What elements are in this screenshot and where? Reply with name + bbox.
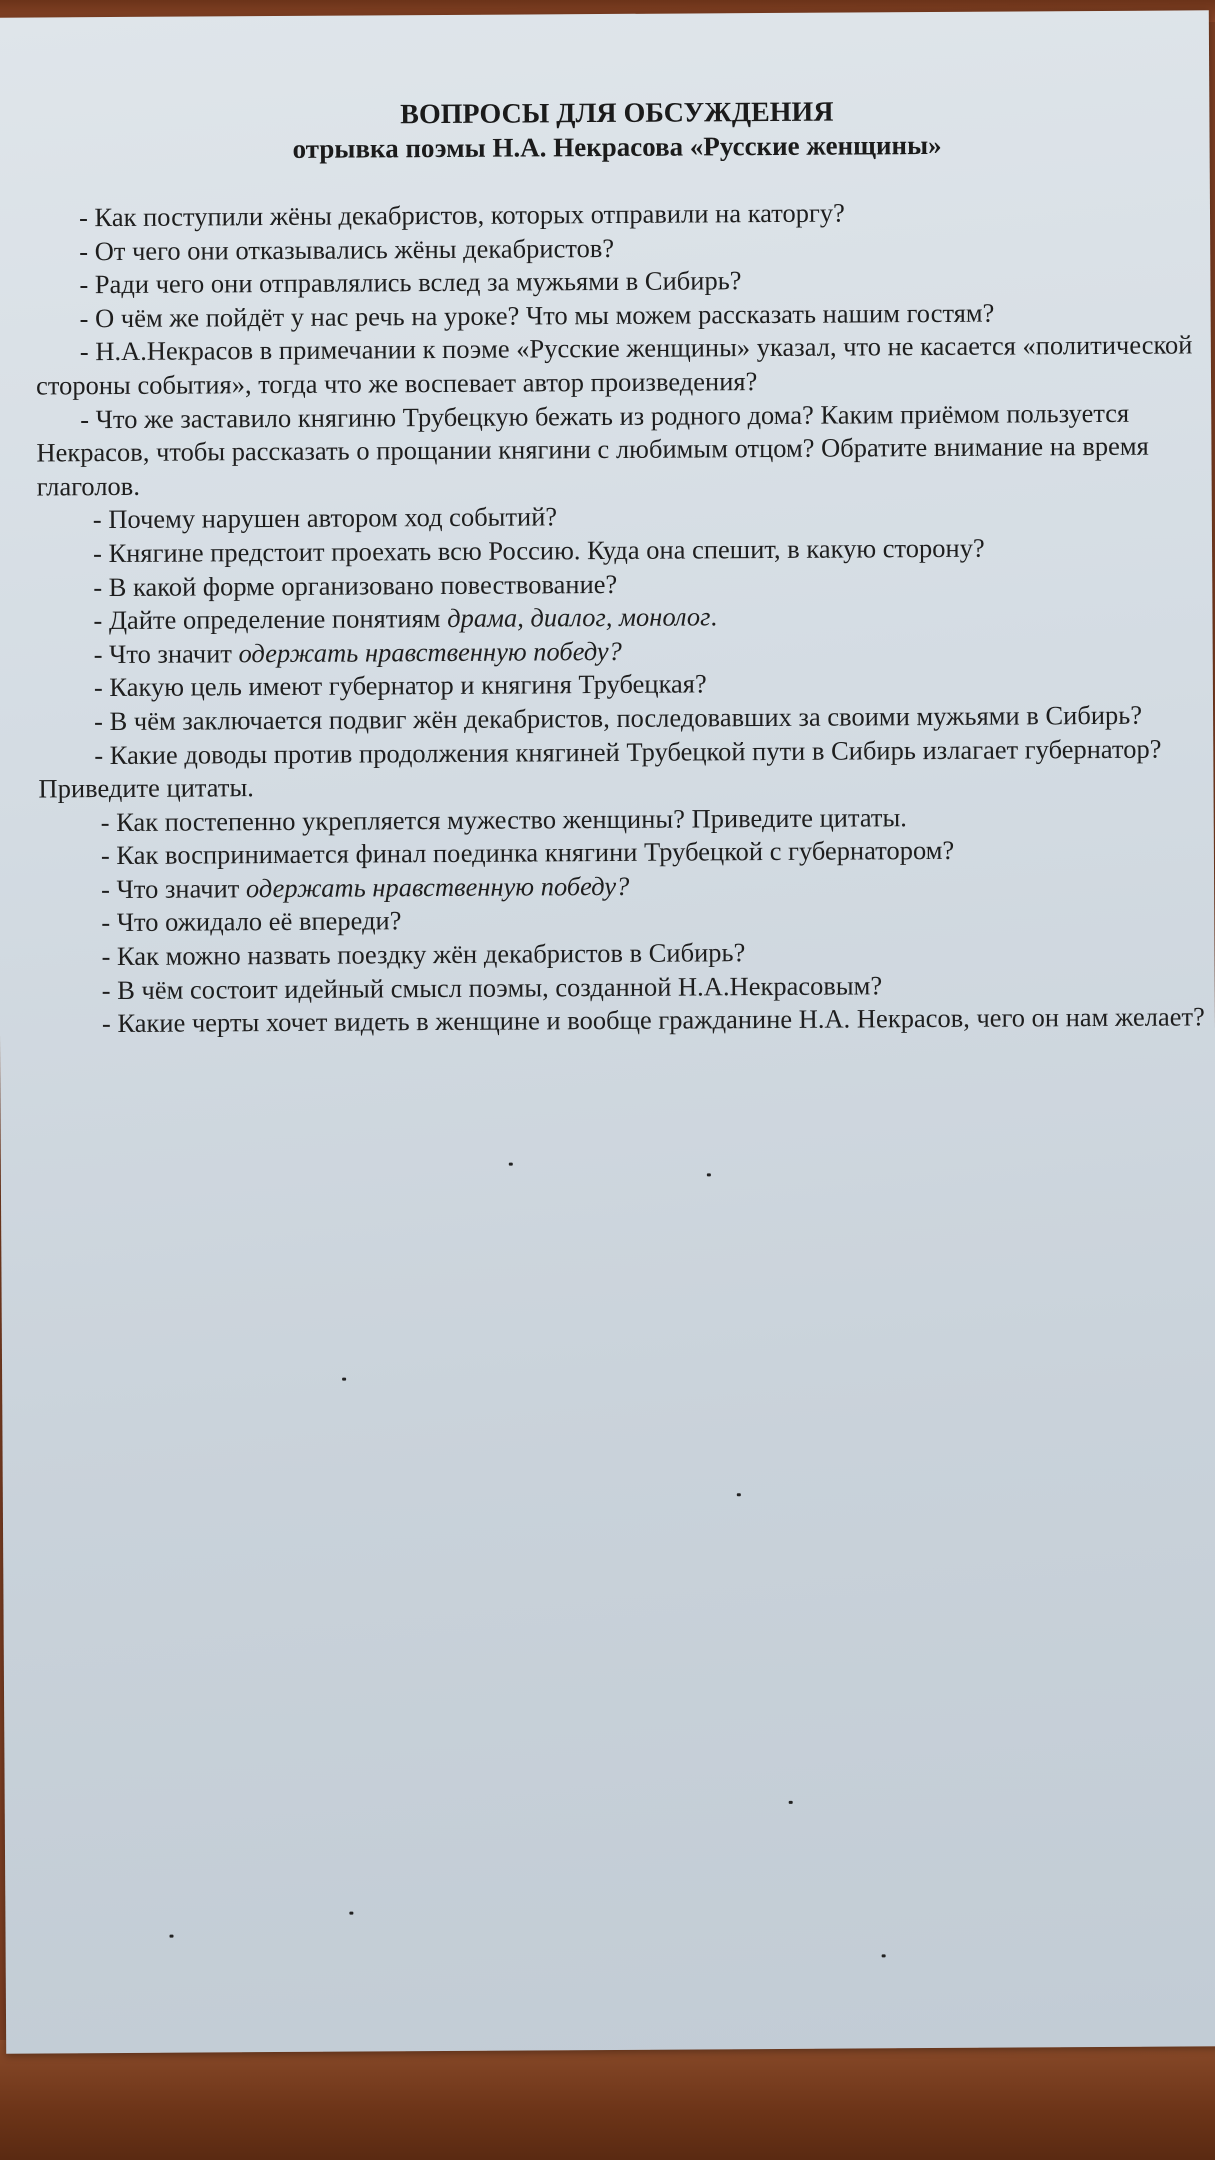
question-item: - Ради чего они отправлялись вслед за мужьями в Сибирь?	[79, 265, 742, 300]
paper-speck	[882, 1954, 886, 1957]
question-item: - Н.А.Некрасов в примечании к поэме «Русские женщины» указал, что не касается «политической стороны события», тогда что же воспевает автор произведения?	[35, 329, 1193, 401]
question-item: - В чём заключается подвиг жён декабристов, последовавших за своими мужьями в Сибирь?	[93, 699, 1143, 737]
question-item: - Как воспринимается финал поединка княгини Трубецкой с губернатором?	[100, 835, 955, 871]
question-italic-text: драма, диалог, монолог	[447, 601, 711, 634]
paper-speck	[707, 1173, 711, 1176]
question-item: - Что же заставило княгиню Трубецкую бежать из родного дома? Каким приёмом пользуется Некрасов, чтобы рассказать о прощании княгини с любимым отцом? Обратите внимание на время глаголов.	[36, 397, 1149, 502]
paper-sheet	[0, 10, 1215, 2053]
question-item: - Что ожидало её впереди?	[101, 905, 402, 938]
paper-speck	[342, 1378, 346, 1381]
question-text: .	[710, 601, 718, 632]
question-item: - Какие черты хочет видеть в женщине и вообще гражданине Н.А. Некрасов, чего он нам желает?	[101, 1001, 1205, 1039]
question-item: - О чём же пойдёт у нас речь на уроке? Что мы можем рассказать нашим гостям?	[79, 297, 995, 333]
question-item: - Какую цель имеют губернатор и княгиня Трубецкая?	[93, 668, 707, 703]
paper-speck	[737, 1493, 741, 1496]
question-item: - Как можно назвать поездку жён декабристов в Сибирь?	[101, 937, 746, 972]
question-item: - Почему нарушен автором ход событий?	[92, 501, 558, 535]
question-item: - Княгине предстоит проехать всю Россию. Куда она спешит, в какую сторону?	[92, 532, 985, 569]
question-text: - Что значит	[93, 637, 239, 669]
paper-speck	[170, 1935, 174, 1938]
paper-speck	[789, 1801, 793, 1804]
paper-speck	[509, 1163, 513, 1166]
question-item: - Как постепенно укрепляется мужество женщины? Приведите цитаты.	[100, 801, 907, 837]
question-item: - Какие доводы против продолжения княгиней Трубецкой пути в Сибирь излагает губернатор? Приведите цитаты.	[38, 733, 1162, 804]
document-subtitle: отрывка поэмы Н.А. Некрасова «Русские женщины»	[292, 129, 942, 164]
document-title: ВОПРОСЫ ДЛЯ ОБСУЖДЕНИЯ	[400, 96, 834, 131]
paper-speck	[349, 1912, 353, 1915]
question-item: - В чём состоит идейный смысл поэмы, созданной Н.А.Некрасовым?	[101, 969, 883, 1005]
question-item: - От чего они отказывались жёны декабристов?	[79, 232, 615, 266]
question-text: - Дайте определение понятиям	[93, 603, 448, 636]
question-list	[35, 194, 1205, 1041]
question-italic-text: одержать нравственную победу?	[245, 870, 630, 904]
question-item: - Как поступили жёны декабристов, которых отправили на каторгу?	[78, 197, 845, 233]
question-item: - В какой форме организовано повествование?	[93, 568, 618, 602]
table-surface-bottom	[0, 2040, 1215, 2160]
question-italic-text: одержать нравственную победу?	[238, 635, 622, 668]
question-text: - Что значит	[101, 873, 247, 904]
